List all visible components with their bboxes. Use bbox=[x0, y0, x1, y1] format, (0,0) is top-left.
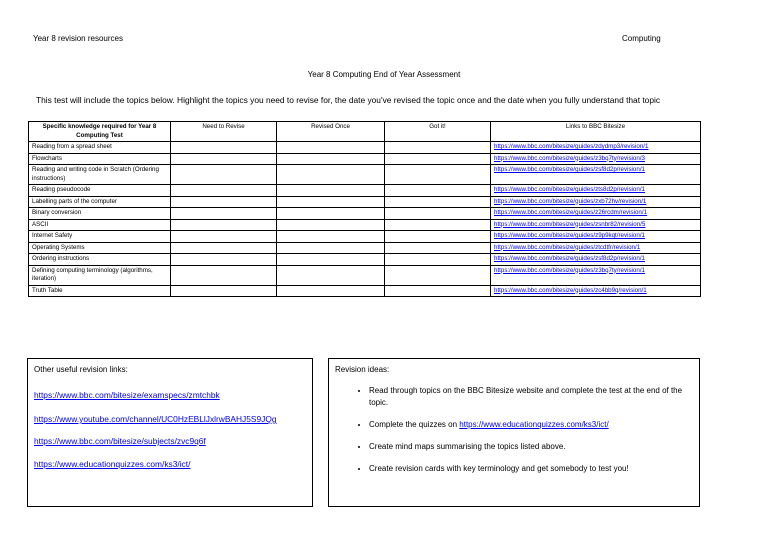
idea-item: • Read through topics on the BBC Bitesize website and complete the test at the end of the topic. bbox=[369, 385, 687, 409]
revised-once-cell[interactable] bbox=[277, 196, 385, 208]
idea-item: • Create revision cards with key terminology and get somebody to test you! bbox=[369, 463, 687, 475]
bitesize-link[interactable]: https://www.bbc.com/bitesize/guides/z9p9kqt/revision/1 bbox=[491, 231, 701, 243]
got-it-cell[interactable] bbox=[385, 242, 491, 254]
useful-links-box bbox=[27, 358, 313, 507]
bitesize-link[interactable]: https://www.bbc.com/bitesize/guides/zsf8d2p/revision/1 bbox=[491, 254, 701, 266]
got-it-cell[interactable] bbox=[385, 208, 491, 220]
column-header-need-to-revise: Need to Revise bbox=[171, 122, 277, 142]
topic-cell: Binary conversion bbox=[29, 208, 171, 220]
column-header-got-it: Got it! bbox=[385, 122, 491, 142]
bitesize-link[interactable]: https://www.bbc.com/bitesize/guides/zc4bb9q/revision/1 bbox=[491, 285, 701, 297]
got-it-cell[interactable] bbox=[385, 185, 491, 197]
topic-cell: Flowcharts bbox=[29, 153, 171, 165]
bitesize-link[interactable]: https://www.bbc.com/bitesize/guides/zsnbr82/revision/5 bbox=[491, 219, 701, 231]
intro-text: This test will include the topics below. Highlight the topics you need to revise for, the date you've revised the topic once and the date when you fully understand that topic bbox=[36, 95, 661, 105]
column-header-topic: Specific knowledge required for Year 8 Computing Test bbox=[29, 122, 171, 142]
table-row bbox=[29, 153, 701, 165]
need-to-revise-cell[interactable] bbox=[171, 196, 277, 208]
table-row bbox=[29, 196, 701, 208]
need-to-revise-cell[interactable] bbox=[171, 142, 277, 154]
topic-cell: ASCII bbox=[29, 219, 171, 231]
table-row bbox=[29, 142, 701, 154]
need-to-revise-cell[interactable] bbox=[171, 208, 277, 220]
table-row bbox=[29, 165, 701, 185]
table-row bbox=[29, 242, 701, 254]
bitesize-link[interactable]: https://www.bbc.com/bitesize/guides/zsf8d2p/revision/1 bbox=[491, 165, 701, 185]
header-left: Year 8 revision resources bbox=[33, 34, 123, 43]
bitesize-link[interactable]: https://www.bbc.com/bitesize/guides/z3bq7ty/revision/1 bbox=[491, 265, 701, 285]
got-it-cell[interactable] bbox=[385, 165, 491, 185]
revised-once-cell[interactable] bbox=[277, 142, 385, 154]
table-row bbox=[29, 254, 701, 266]
revised-once-cell[interactable] bbox=[277, 231, 385, 243]
topic-cell: Reading and writing code in Scratch (Ordering instructions) bbox=[29, 165, 171, 185]
revised-once-cell[interactable] bbox=[277, 285, 385, 297]
useful-link-youtube[interactable]: https://www.youtube.com/channel/UC0HzEBLlJxlrwBAHJ5S9JQg bbox=[34, 414, 277, 424]
need-to-revise-cell[interactable] bbox=[171, 153, 277, 165]
topic-cell: Defining computing terminology (algorithms, iteration) bbox=[29, 265, 171, 285]
topic-cell: Labelling parts of the computer bbox=[29, 196, 171, 208]
got-it-cell[interactable] bbox=[385, 153, 491, 165]
revised-once-cell[interactable] bbox=[277, 265, 385, 285]
bitesize-link[interactable]: https://www.bbc.com/bitesize/guides/zdydmp3/revision/1 bbox=[491, 142, 701, 154]
topic-cell: Internet Safety bbox=[29, 231, 171, 243]
bitesize-link[interactable]: https://www.bbc.com/bitesize/guides/zxb72hv/revision/1 bbox=[491, 196, 701, 208]
got-it-cell[interactable] bbox=[385, 265, 491, 285]
column-header-links: Links to BBC Bitesize bbox=[491, 122, 701, 142]
idea-item bbox=[369, 419, 687, 431]
bitesize-link[interactable]: https://www.bbc.com/bitesize/guides/zts8d2p/revision/1 bbox=[491, 185, 701, 197]
column-header-revised-once: Revised Once bbox=[277, 122, 385, 142]
got-it-cell[interactable] bbox=[385, 196, 491, 208]
quizzes-link[interactable]: https://www.educationquizzes.com/ks3/ict/ bbox=[459, 420, 609, 429]
need-to-revise-cell[interactable] bbox=[171, 254, 277, 266]
table-row bbox=[29, 208, 701, 220]
got-it-cell[interactable] bbox=[385, 285, 491, 297]
topic-cell: Reading from a spread sheet bbox=[29, 142, 171, 154]
page-title: Year 8 Computing End of Year Assessment bbox=[307, 70, 461, 79]
topic-cell: Ordering instructions bbox=[29, 254, 171, 266]
got-it-cell[interactable] bbox=[385, 142, 491, 154]
got-it-cell[interactable] bbox=[385, 231, 491, 243]
bitesize-link[interactable]: https://www.bbc.com/bitesize/guides/z3bq7ty/revision/3 bbox=[491, 153, 701, 165]
useful-link-education-quizzes[interactable]: https://www.educationquizzes.com/ks3/ict/ bbox=[34, 459, 191, 469]
got-it-cell[interactable] bbox=[385, 219, 491, 231]
need-to-revise-cell[interactable] bbox=[171, 185, 277, 197]
table-row bbox=[29, 265, 701, 285]
revised-once-cell[interactable] bbox=[277, 165, 385, 185]
revised-once-cell[interactable] bbox=[277, 153, 385, 165]
idea-item-text: Complete the quizzes on bbox=[369, 420, 460, 429]
useful-links-heading: Other useful revision links: bbox=[34, 365, 128, 374]
revision-ideas-box bbox=[328, 358, 700, 507]
revised-once-cell[interactable] bbox=[277, 208, 385, 220]
revision-ideas-list bbox=[353, 385, 687, 485]
bitesize-link[interactable]: https://www.bbc.com/bitesize/guides/z26rcdm/revision/1 bbox=[491, 208, 701, 220]
header-right: Computing bbox=[622, 34, 661, 43]
need-to-revise-cell[interactable] bbox=[171, 242, 277, 254]
table-row bbox=[29, 219, 701, 231]
table-row bbox=[29, 285, 701, 297]
topic-cell: Reading pseudocode bbox=[29, 185, 171, 197]
table-row bbox=[29, 231, 701, 243]
revised-once-cell[interactable] bbox=[277, 185, 385, 197]
revised-once-cell[interactable] bbox=[277, 242, 385, 254]
revised-once-cell[interactable] bbox=[277, 219, 385, 231]
got-it-cell[interactable] bbox=[385, 254, 491, 266]
need-to-revise-cell[interactable] bbox=[171, 165, 277, 185]
need-to-revise-cell[interactable] bbox=[171, 219, 277, 231]
need-to-revise-cell[interactable] bbox=[171, 231, 277, 243]
useful-link-bitesize-subjects[interactable]: https://www.bbc.com/bitesize/subjects/zvc9q6f bbox=[34, 436, 206, 446]
need-to-revise-cell[interactable] bbox=[171, 265, 277, 285]
bitesize-link[interactable]: https://www.bbc.com/bitesize/guides/ztcdtfr/revision/1 bbox=[491, 242, 701, 254]
topics-table bbox=[28, 121, 701, 297]
need-to-revise-cell[interactable] bbox=[171, 285, 277, 297]
idea-item: • Create mind maps summarising the topics listed above. bbox=[369, 441, 687, 453]
revision-ideas-heading: Revision ideas: bbox=[335, 365, 390, 374]
useful-link-exam-specs[interactable]: https://www.bbc.com/bitesize/examspecs/zmtchbk bbox=[34, 390, 220, 400]
topic-cell: Operating Systems bbox=[29, 242, 171, 254]
table-row bbox=[29, 185, 701, 197]
revised-once-cell[interactable] bbox=[277, 254, 385, 266]
topic-cell: Truth Table bbox=[29, 285, 171, 297]
